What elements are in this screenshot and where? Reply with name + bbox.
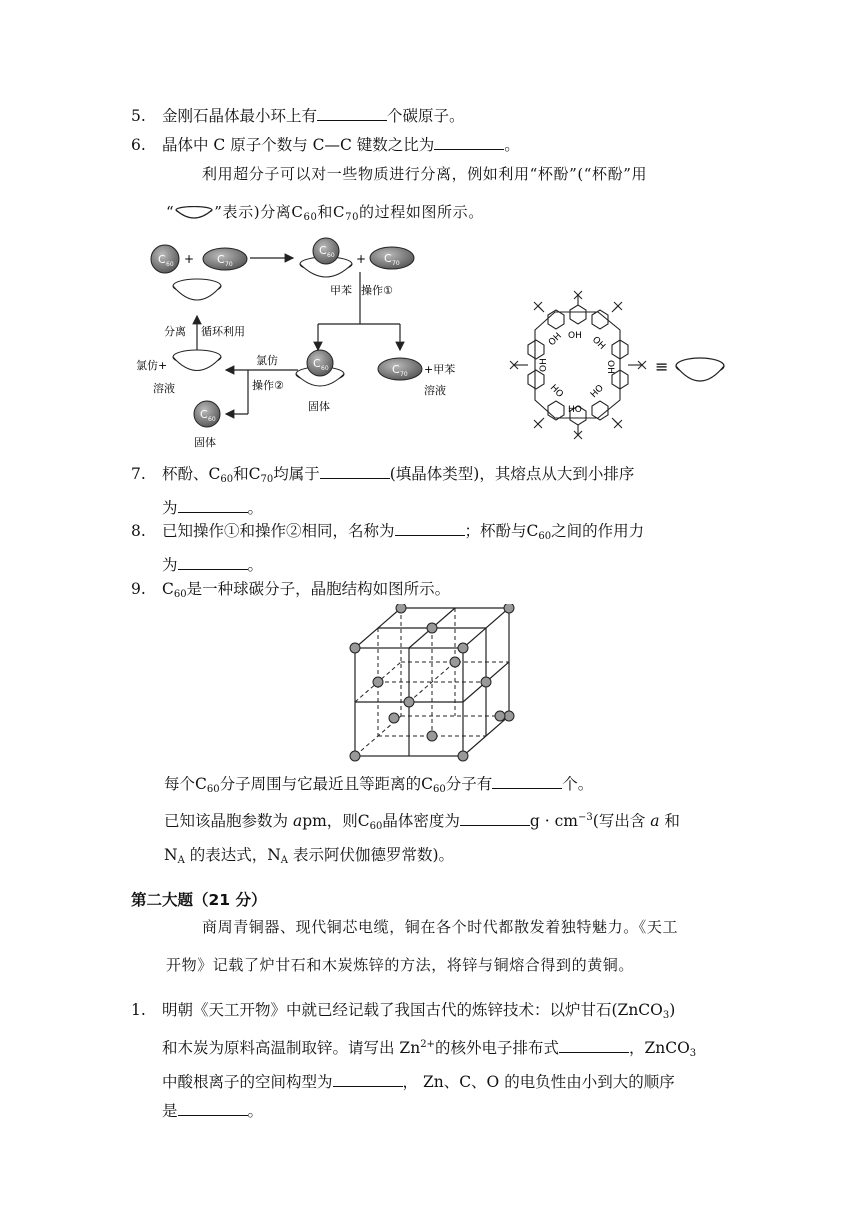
answer-blank[interactable] bbox=[333, 1069, 403, 1087]
question-number: 7. bbox=[131, 465, 146, 483]
label-c: C bbox=[313, 357, 321, 370]
question-text: (写出含 bbox=[592, 812, 651, 830]
question-text: 的核外电子排布式 bbox=[434, 1039, 559, 1057]
operation-2-label: 操作② bbox=[252, 379, 284, 392]
question-text: 已知操作①和操作②相同，名称为 bbox=[162, 522, 395, 540]
question-text: 的表达式，N bbox=[184, 846, 281, 864]
label-sub: 60 bbox=[166, 261, 174, 268]
intro-text: 的过程如图所示。 bbox=[359, 203, 484, 221]
question-text: ， Zn、C、O 的电负性由小到大的顺序 bbox=[402, 1073, 675, 1091]
ho-label: HO bbox=[589, 383, 606, 401]
question-text: 。 bbox=[247, 499, 264, 517]
question-number: 9. bbox=[131, 580, 146, 598]
empty-cup bbox=[173, 279, 221, 300]
benzene-ring bbox=[592, 310, 608, 329]
answer-blank[interactable] bbox=[460, 808, 530, 826]
question-text: 已知该晶胞参数为 bbox=[164, 812, 293, 830]
label-c: C bbox=[392, 363, 400, 376]
question-text: ) bbox=[669, 1001, 676, 1019]
question-text: 明朝《天工开物》中就已经记载了我国古代的炼锌技术：以炉甘石(ZnCO bbox=[162, 1001, 663, 1019]
answer-blank[interactable] bbox=[178, 1098, 248, 1116]
subscript: 3 bbox=[689, 1048, 697, 1059]
c60-molecule bbox=[151, 245, 179, 273]
answer-blank[interactable] bbox=[434, 132, 504, 150]
question-text: 均属于 bbox=[273, 465, 320, 483]
answer-blank[interactable] bbox=[395, 518, 465, 536]
question-text: 分子有 bbox=[445, 775, 493, 793]
answer-blank[interactable] bbox=[178, 552, 248, 570]
calixarene-cup-icon bbox=[676, 358, 724, 381]
fcc-unit-cell-diagram bbox=[345, 604, 515, 762]
plus-sign: + bbox=[184, 252, 195, 266]
subscript: 60 bbox=[432, 784, 446, 795]
question-text: 和C bbox=[233, 465, 261, 483]
subscript: 60 bbox=[369, 821, 383, 832]
answer-blank[interactable] bbox=[178, 495, 248, 513]
benzene-ring bbox=[548, 401, 564, 420]
ho-label: HO bbox=[568, 405, 582, 415]
variable-a: a bbox=[292, 812, 303, 830]
label-sub: 60 bbox=[327, 252, 335, 259]
oh-label: OH bbox=[605, 360, 615, 374]
plus-toluene-label: +甲苯 bbox=[424, 363, 456, 376]
answer-blank[interactable] bbox=[317, 103, 387, 121]
subscript: A bbox=[177, 855, 185, 866]
cup-in-solution bbox=[173, 350, 221, 371]
intro-text: ”表示)分离C bbox=[214, 203, 304, 221]
benzene-ring bbox=[548, 310, 564, 329]
question-text: 之间的作用力 bbox=[551, 522, 645, 540]
plus-sign: + bbox=[356, 252, 367, 266]
question-text: 晶体中 C 原子个数与 C—C 键数之比为 bbox=[162, 136, 435, 154]
c70-molecule bbox=[378, 358, 422, 380]
chloroform-label: 氯仿 bbox=[256, 354, 278, 367]
label-c: C bbox=[384, 252, 392, 265]
intro-paragraph bbox=[166, 155, 731, 237]
question-9-parts bbox=[164, 770, 734, 875]
oh-label: OH bbox=[547, 331, 564, 349]
calixarene-cup-icon bbox=[174, 206, 214, 220]
question-text: 每个C bbox=[164, 775, 207, 793]
calixarene-structure-diagram bbox=[500, 290, 740, 440]
answer-blank[interactable] bbox=[492, 771, 562, 789]
question-number: 6. bbox=[131, 136, 146, 154]
solid-label: 固体 bbox=[308, 400, 330, 413]
subscript: 60 bbox=[220, 474, 234, 485]
lattice-atom bbox=[389, 713, 399, 723]
question-text: 金刚石晶体最小环上有 bbox=[162, 107, 318, 125]
question-number: 8. bbox=[131, 522, 146, 540]
question-text: 。 bbox=[247, 1102, 264, 1120]
intro-line-1: 商周青铜器、现代铜芯电缆，铜在各个时代都散发着独特魅力。《天工 bbox=[202, 918, 679, 936]
subscript: 60 bbox=[173, 589, 187, 600]
lattice-atom bbox=[396, 604, 406, 613]
chloroform-plus-label: 氯仿+ bbox=[136, 359, 168, 372]
question-text: 。 bbox=[247, 556, 264, 574]
solution-label: 溶液 bbox=[424, 384, 446, 397]
question-text: 是 bbox=[162, 1102, 178, 1120]
lattice-atom bbox=[350, 643, 360, 653]
question-number: 1. bbox=[131, 1001, 146, 1019]
oh-label: OH bbox=[539, 358, 549, 372]
question-text: (填晶体类型)，其熔点从大到小排序 bbox=[389, 465, 635, 483]
answer-blank[interactable] bbox=[559, 1035, 629, 1053]
label-sub: 70 bbox=[225, 261, 233, 268]
separate-label: 分离 bbox=[164, 325, 186, 338]
c70-molecule bbox=[370, 247, 414, 269]
lattice-atom bbox=[427, 623, 437, 633]
variable-a: a bbox=[650, 812, 660, 830]
question-text: 晶体密度为 bbox=[382, 812, 460, 830]
lattice-atom bbox=[458, 751, 468, 761]
question-text: 是一种球碳分子，晶胞结构如图所示。 bbox=[186, 580, 451, 598]
lattice-atom bbox=[504, 604, 514, 613]
lattice-atom bbox=[450, 657, 460, 667]
solid-label: 固体 bbox=[194, 436, 216, 449]
question-text: 。 bbox=[504, 136, 520, 154]
question-text: C bbox=[162, 580, 174, 598]
lattice-atom bbox=[458, 643, 468, 653]
question-text: 个碳原子。 bbox=[387, 107, 465, 125]
subscript: 60 bbox=[303, 212, 318, 223]
superscript: −3 bbox=[578, 812, 593, 823]
ho-label: HO bbox=[547, 383, 565, 400]
intro-text: 和C bbox=[317, 203, 346, 221]
separation-flow-diagram bbox=[128, 232, 478, 452]
question-text: ；杯酚与C bbox=[464, 522, 539, 540]
lattice-atom bbox=[350, 751, 360, 761]
label-sub: 60 bbox=[208, 416, 216, 423]
quote-open: “ bbox=[166, 203, 175, 221]
c60-molecule bbox=[194, 401, 220, 427]
intro-line-1: 利用超分子可以对一些物质进行分离，例如利用“杯酚”(“杯酚”用 bbox=[202, 165, 648, 183]
question-text: ，ZnCO bbox=[628, 1039, 690, 1057]
question-text: 中酸根离子的空间构型为 bbox=[162, 1073, 333, 1091]
question-text: N bbox=[164, 846, 178, 864]
subscript: 3 bbox=[662, 1010, 670, 1021]
subscript: 70 bbox=[345, 212, 360, 223]
label-sub: 70 bbox=[400, 371, 408, 378]
section-2-intro bbox=[166, 908, 731, 984]
oh-label: OH bbox=[589, 335, 607, 352]
subscript: A bbox=[280, 855, 289, 866]
solution-label: 溶液 bbox=[153, 382, 175, 395]
label-c: C bbox=[158, 253, 166, 266]
operation-1-label: 操作① bbox=[361, 284, 393, 297]
question-text: 分子周围与它最近且等距离的C bbox=[219, 775, 433, 793]
lattice-atom bbox=[404, 697, 414, 707]
subscript: 70 bbox=[260, 474, 274, 485]
answer-blank[interactable] bbox=[320, 461, 390, 479]
toluene-label: 甲苯 bbox=[330, 284, 352, 297]
label-sub: 60 bbox=[321, 365, 329, 372]
lattice-atom bbox=[427, 731, 437, 741]
intro-line-2: 开物》记载了炉甘石和木炭炼锌的方法，将锌与铜熔合得到的黄铜。 bbox=[166, 956, 635, 974]
lattice-atom bbox=[495, 711, 505, 721]
question-text: 个。 bbox=[562, 775, 594, 793]
question-text: 为 bbox=[162, 556, 178, 574]
subscript: 60 bbox=[206, 784, 220, 795]
question-text: 和 bbox=[659, 812, 680, 830]
question-text: 和木炭为原料高温制取锌。请写出 Zn bbox=[162, 1039, 421, 1057]
superscript: 2+ bbox=[420, 1039, 435, 1050]
section-title: 第二大题（21 分） bbox=[131, 891, 267, 909]
label-c: C bbox=[217, 253, 225, 266]
lattice-atom bbox=[481, 677, 491, 687]
label-c: C bbox=[200, 408, 208, 421]
question-number: 5. bbox=[131, 107, 146, 125]
label-c: C bbox=[319, 244, 327, 257]
benzene-ring bbox=[528, 340, 544, 359]
recycle-label: 循环利用 bbox=[201, 325, 245, 338]
question-text: pm，则C bbox=[302, 812, 370, 830]
subscript: 60 bbox=[538, 531, 552, 542]
oh-label: OH bbox=[568, 331, 582, 341]
cup-with-c60-solid bbox=[296, 350, 344, 386]
unit-text: g · cm bbox=[529, 812, 579, 830]
benzene-ring bbox=[592, 401, 608, 420]
question-text: 为 bbox=[162, 499, 178, 517]
c70-molecule bbox=[203, 248, 247, 270]
cup-with-c60 bbox=[300, 238, 352, 277]
question-text: 表示阿伏伽德罗常数)。 bbox=[288, 846, 455, 864]
lattice-atom bbox=[373, 677, 383, 687]
label-sub: 70 bbox=[392, 260, 400, 267]
question-text: 杯酚、C bbox=[162, 465, 221, 483]
equiv-sign: ≡ bbox=[655, 357, 669, 376]
